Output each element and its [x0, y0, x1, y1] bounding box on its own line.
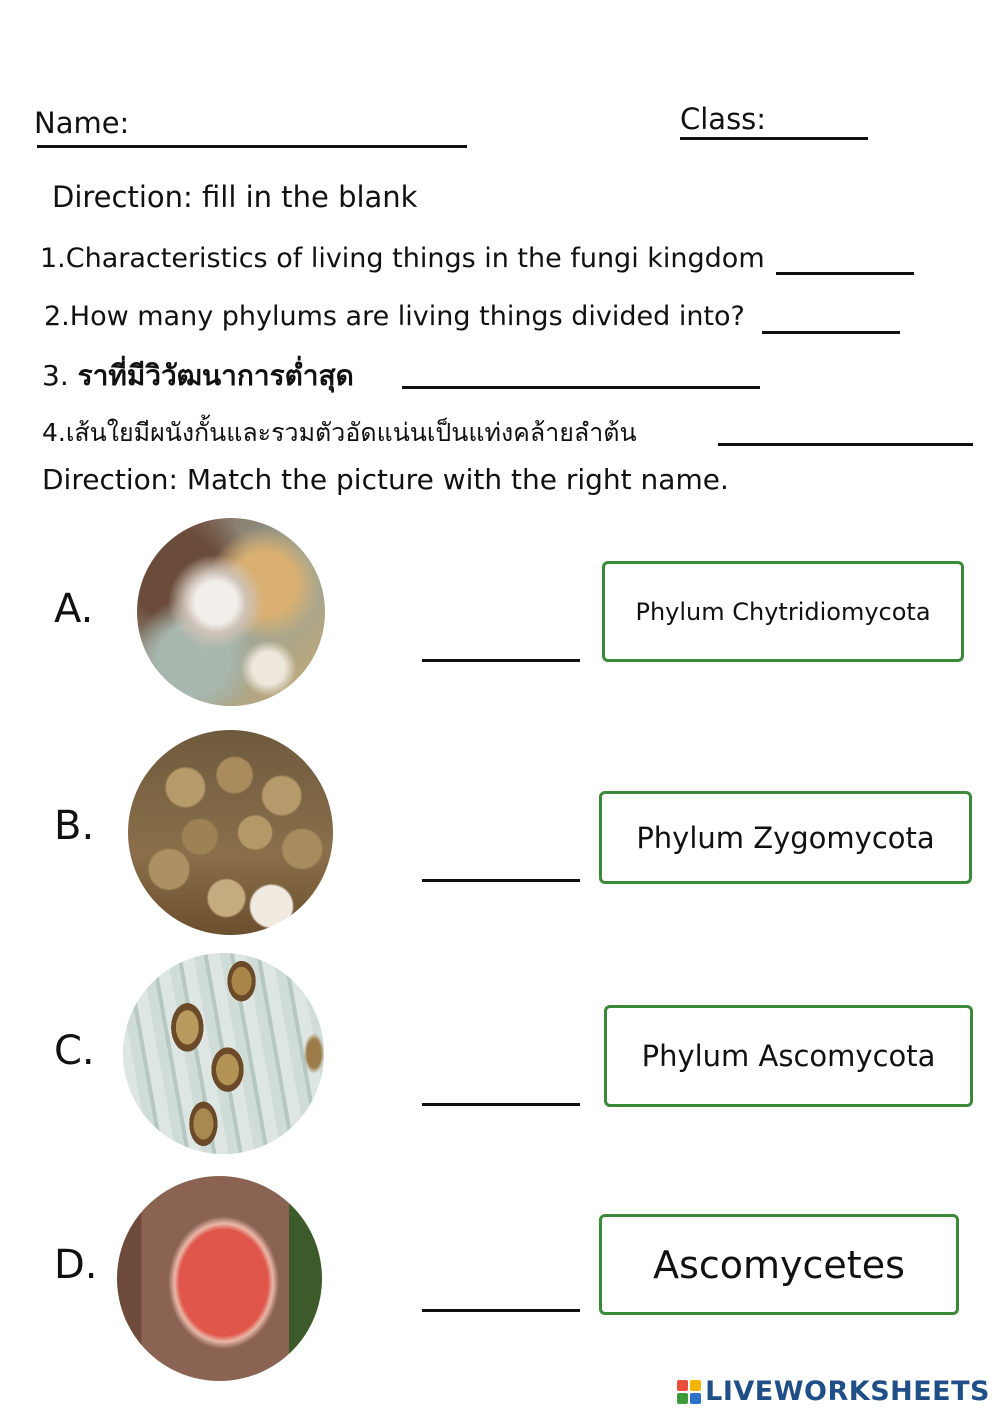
class-label: Class: [680, 102, 767, 136]
name-box-ascomycota[interactable] [604, 1005, 973, 1107]
question-1-answer-line[interactable] [776, 272, 914, 275]
name-box-chytridiomycota[interactable] [602, 561, 964, 662]
question-2-answer-line[interactable] [762, 331, 900, 334]
item-d-letter: D. [54, 1242, 98, 1288]
name-box-label: Ascomycetes [653, 1242, 905, 1287]
name-box-zygomycota[interactable] [599, 791, 972, 884]
moldy-bread-photo [137, 518, 325, 706]
question-3-number: 3. [42, 359, 69, 392]
logo-text: LIVEWORKSHEETS [705, 1376, 990, 1407]
logo-icon [677, 1380, 701, 1404]
liveworksheets-logo [677, 1376, 990, 1407]
item-b-answer-line[interactable] [422, 879, 580, 882]
name-box-label: Phylum Chytridiomycota [635, 597, 931, 626]
straw-mushrooms-photo [128, 730, 333, 935]
question-4: 4.เส้นใยมีผนังกั้นและรวมตัวอัดแน่นเป็นแท่งคล้ายลำต้น [42, 418, 637, 447]
question-3-text: ราที่มีวิวัฒนาการต่ำสุด [77, 359, 354, 392]
question-2: 2.How many phylums are living things divided into? [44, 301, 745, 332]
item-d-answer-line[interactable] [422, 1309, 580, 1312]
question-4-answer-line[interactable] [718, 443, 973, 446]
question-1: 1.Characteristics of living things in the fungi kingdom [40, 243, 765, 274]
ascospores-microscope-photo [123, 953, 324, 1154]
direction-match: Direction: Match the picture with the right name. [42, 463, 729, 496]
name-label: Name: [34, 106, 130, 140]
class-answer-line[interactable] [680, 137, 868, 140]
question-3-answer-line[interactable] [402, 386, 760, 389]
item-c-answer-line[interactable] [422, 1103, 580, 1106]
name-answer-line[interactable] [37, 145, 467, 148]
item-a-letter: A. [54, 586, 94, 632]
item-c-letter: C. [54, 1028, 95, 1074]
red-fungus-on-bark-photo [117, 1176, 322, 1381]
name-box-label: Phylum Zygomycota [636, 820, 935, 855]
direction-fill-blank: Direction: fill in the blank [52, 180, 418, 214]
name-box-label: Phylum Ascomycota [641, 1039, 936, 1073]
item-a-answer-line[interactable] [422, 659, 580, 662]
name-box-ascomycetes[interactable] [599, 1214, 959, 1315]
item-b-letter: B. [54, 803, 95, 849]
question-3 [42, 354, 354, 398]
